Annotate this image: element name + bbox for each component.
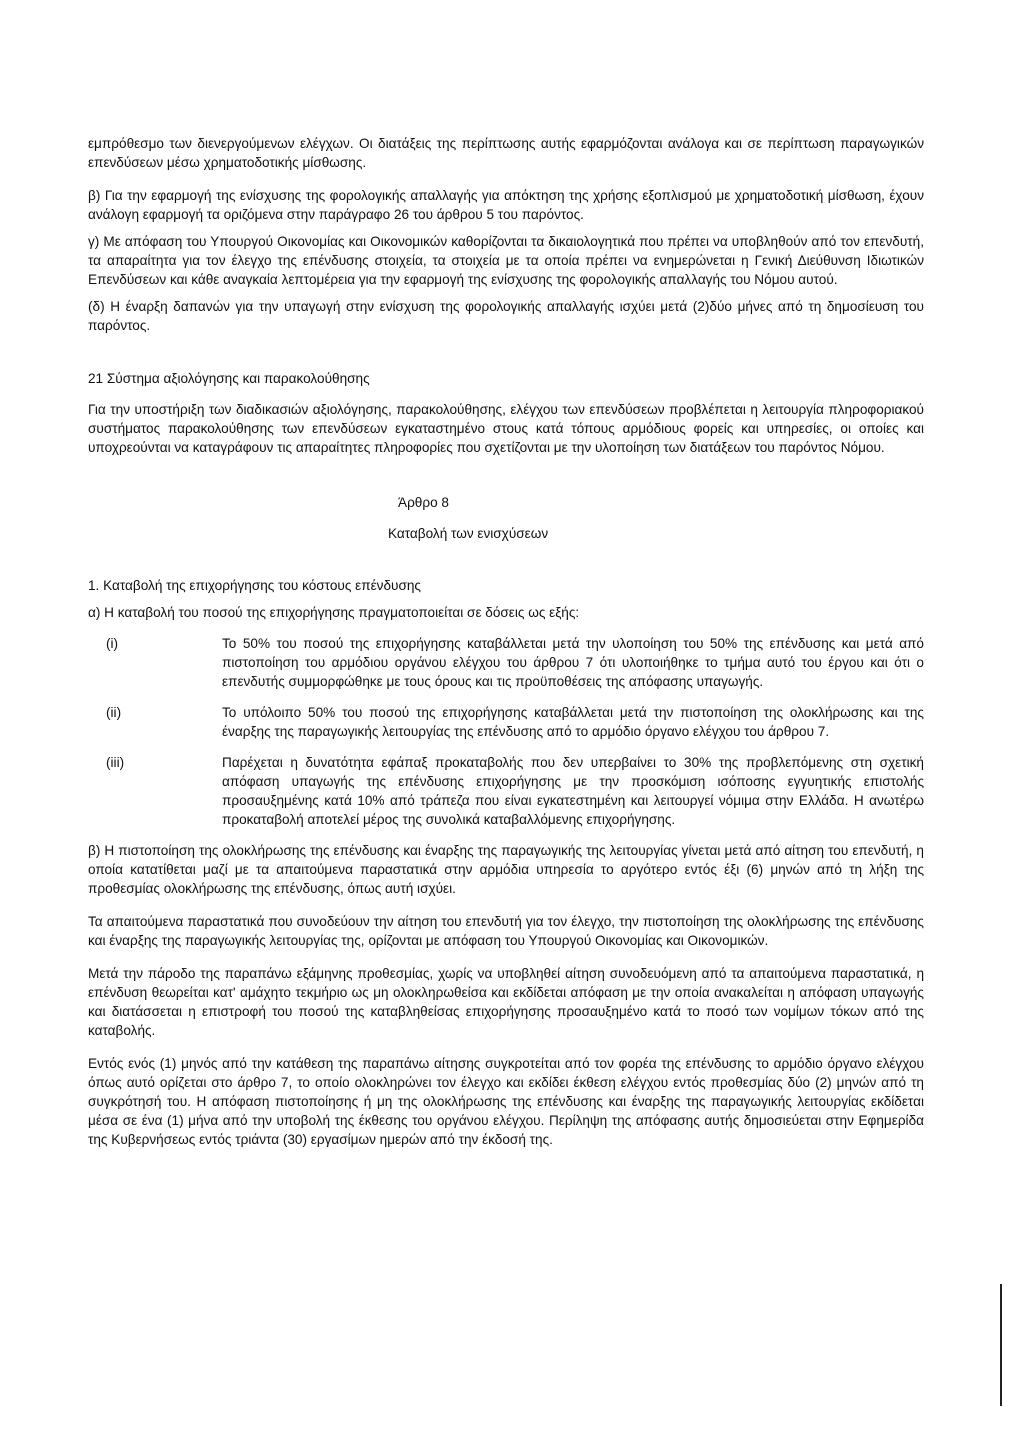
list-item-number: (ii) (106, 705, 122, 720)
list-item (88, 634, 924, 691)
paragraph-control-body: Εντός ενός (1) μηνός από την κατάθεση της παραπάνω αίτησης συγκροτείται από τον φορέα της επένδυσης το αρμόδιο όργανο ελέγχου όπως αυτό ορίζεται στο άρθρο 7, το οποίο ολοκληρώνει τον έλεγχο και εκδίδει έκθεση ελέγχου εντός προθεσμίας δύο (2) μηνών από τη συγκρότησή του. Η απόφαση πιστοποίησης ή μη της ολοκλήρωσης της επένδυσης και έναρξης της παραγωγικής λειτουργίας εκδίδεται μέσα σε ένα (1) μήνα από την υποβολή της έκθεσης του οργάνου ελέγχου. Περίληψη της απόφασης αυτής δημοσιεύεται στην Εφημερίδα της Κυβερνήσεως εντός τριάντα (30) εργασίμων ημερών από την έκδοσή της. (88, 1056, 924, 1147)
list-item-text: Παρέχεται η δυνατότητα εφάπαξ προκαταβολής που δεν υπερβαίνει το 30% της προβλεπόμενης στη σχετική απόφαση υπαγωγής της επένδυσης επιχορήγησης με την προσκόμιση ισόποσης εγγυητικής επιστολής προσαυξημένης κατά 10% από τράπεζα που είναι εγκατεστημένη και λειτουργεί νόμιμα στην Ελλάδα. Η ανωτέρω προκαταβολή αποτελεί μέρος της συνολικά καταβαλλόμενης επιχορήγησης. (222, 755, 924, 827)
list-item (88, 753, 924, 829)
margin-rule (1000, 1284, 1002, 1406)
paragraph-c-ministerial-decision: γ) Με απόφαση του Υπουργού Οικονομίας και Οικονομικών καθορίζονται τα δικαιολογητικά που πρέπει να υποβληθούν από τον επενδυτή, τα απαραίτητα για τον έλεγχο της επένδυσης στοιχεία, τα στοιχεία με τα οποία πρέπει να ενημερώνεται η Γενική Διεύθυνση Ιδιωτικών Επενδύσεων και κάθε αναγκαία λεπτομέρεια για την εφαρμογή της ενίσχυσης της φορολογικής απαλλαγής του Νόμου αυτού. (88, 234, 924, 287)
paragraph-b-certification: β) Η πιστοποίηση της ολοκλήρωσης της επένδυσης και έναρξης της παραγωγικής της λειτουργίας γίνεται μετά από αίτηση του επενδυτή, η οποία κατατίθεται μαζί με τα απαιτούμενα παραστατικά στην αρμόδια υπηρεσία το αργότερο εντός έξι (6) μηνών από τη λήξη της προθεσμίας ολοκλήρωσης της επένδυσης, όπως αυτή ισχύει. (88, 843, 924, 896)
section-21-body: Για την υποστήριξη των διαδικασιών αξιολόγησης, παρακολούθησης, ελέγχου των επενδύσεων προβλέπεται η λειτουργία πληροφοριακού συστήματος παρακολούθησης των επενδύσεων εγκαταστημένο στους κατά τόπους αρμόδιους φορείς και υπηρεσίες, οι οποίες και υποχρεούνται να καταγράφουν τις απαραίτητες πληροφορίες που σχετίζονται με την υλοποίηση των διατάξεων του παρόντος Νόμου. (88, 402, 924, 455)
paragraph-b-leasing: β) Για την εφαρμογή της ενίσχυσης της φορολογικής απαλλαγής για απόκτηση της χρήσης εξοπλισμού με χρηματοδοτική μίσθωση, έχουν ανάλογη εφαρμογή τα οριζόμενα στην παράγραφο 26 του άρθρου 5 του παρόντος. (88, 188, 924, 222)
subsection-1-title: 1. Καταβολή της επιχορήγησης του κόστους επένδυσης (88, 578, 421, 593)
paragraph-required-documents: Τα απαιτούμενα παραστατικά που συνοδεύουν την αίτηση του επενδυτή για τον έλεγχο, την πιστοποίηση της ολοκλήρωσης της επένδυσης και έναρξης της παραγωγικής λειτουργίας της, ορίζονται με απόφαση του Υπουργού Οικονομίας και Οικονομικών. (88, 914, 924, 948)
installments-list (88, 634, 924, 829)
paragraph-continuation: εμπρόθεσμο των διενεργούμενων ελέγχων. Οι διατάξεις της περίπτωσης αυτής εφαρμόζονται ανάλογα και σε περίπτωση παραγωγικών επενδύσεων μέσω χρηματοδοτικής μίσθωσης. (88, 136, 924, 170)
article-number: Άρθρο 8 (398, 495, 449, 510)
list-item-text: Το 50% του ποσού της επιχορήγησης καταβάλλεται μετά την υλοποίηση του 50% της επένδυσης και μετά από πιστοποίηση του αρμόδιου οργάνου ελέγχου του άρθρου 7 ότι υλοποιήθηκε το τμήμα αυτό του έργου και ότι ο επενδυτής συμμορφώθηκε με τους όρους και τις προϋποθέσεις της απόφασης υπαγωγής. (222, 636, 924, 689)
section-21-title: 21 Σύστημα αξιολόγησης και παρακολούθησης (88, 371, 370, 386)
paragraph-d-start-of-expenses: (δ) Η έναρξη δαπανών για την υπαγωγή στην ενίσχυση της φορολογικής απαλλαγής ισχύει μετά (2)δύο μήνες από τη δημοσίευση του παρόντος. (88, 299, 924, 333)
subsection-1-intro: α) Η καταβολή του ποσού της επιχορήγησης πραγματοποιείται σε δόσεις ως εξής: (88, 605, 580, 620)
list-item-number: (i) (106, 636, 119, 651)
document-page (88, 134, 924, 1149)
list-item-number: (iii) (106, 755, 125, 770)
paragraph-deadline-expiry: Μετά την πάροδο της παραπάνω εξάμηνης προθεσμίας, χωρίς να υποβληθεί αίτηση συνοδευόμενη από τα απαιτούμενα παραστατικά, η επένδυση θεωρείται κατ' αμάχητο τεκμήριο ως μη ολοκληρωθείσα και εκδίδεται απόφαση με την οποία ανακαλείται η απόφαση υπαγωγής και διατάσσεται η επιστροφή του ποσού της καταβληθείσας επιχορήγησης προσαυξημένο κατά το ποσό των νομίμων τόκων από της καταβολής. (88, 966, 924, 1038)
article-title: Καταβολή των ενισχύσεων (388, 526, 549, 541)
list-item (88, 703, 924, 741)
list-item-text: Το υπόλοιπο 50% του ποσού της επιχορήγησης καταβάλλεται μετά την πιστοποίηση της ολοκλήρωσης και της έναρξης της παραγωγικής λειτουργίας της επένδυσης από το αρμόδιο όργανο ελέγχου του άρθρου 7. (222, 705, 924, 739)
